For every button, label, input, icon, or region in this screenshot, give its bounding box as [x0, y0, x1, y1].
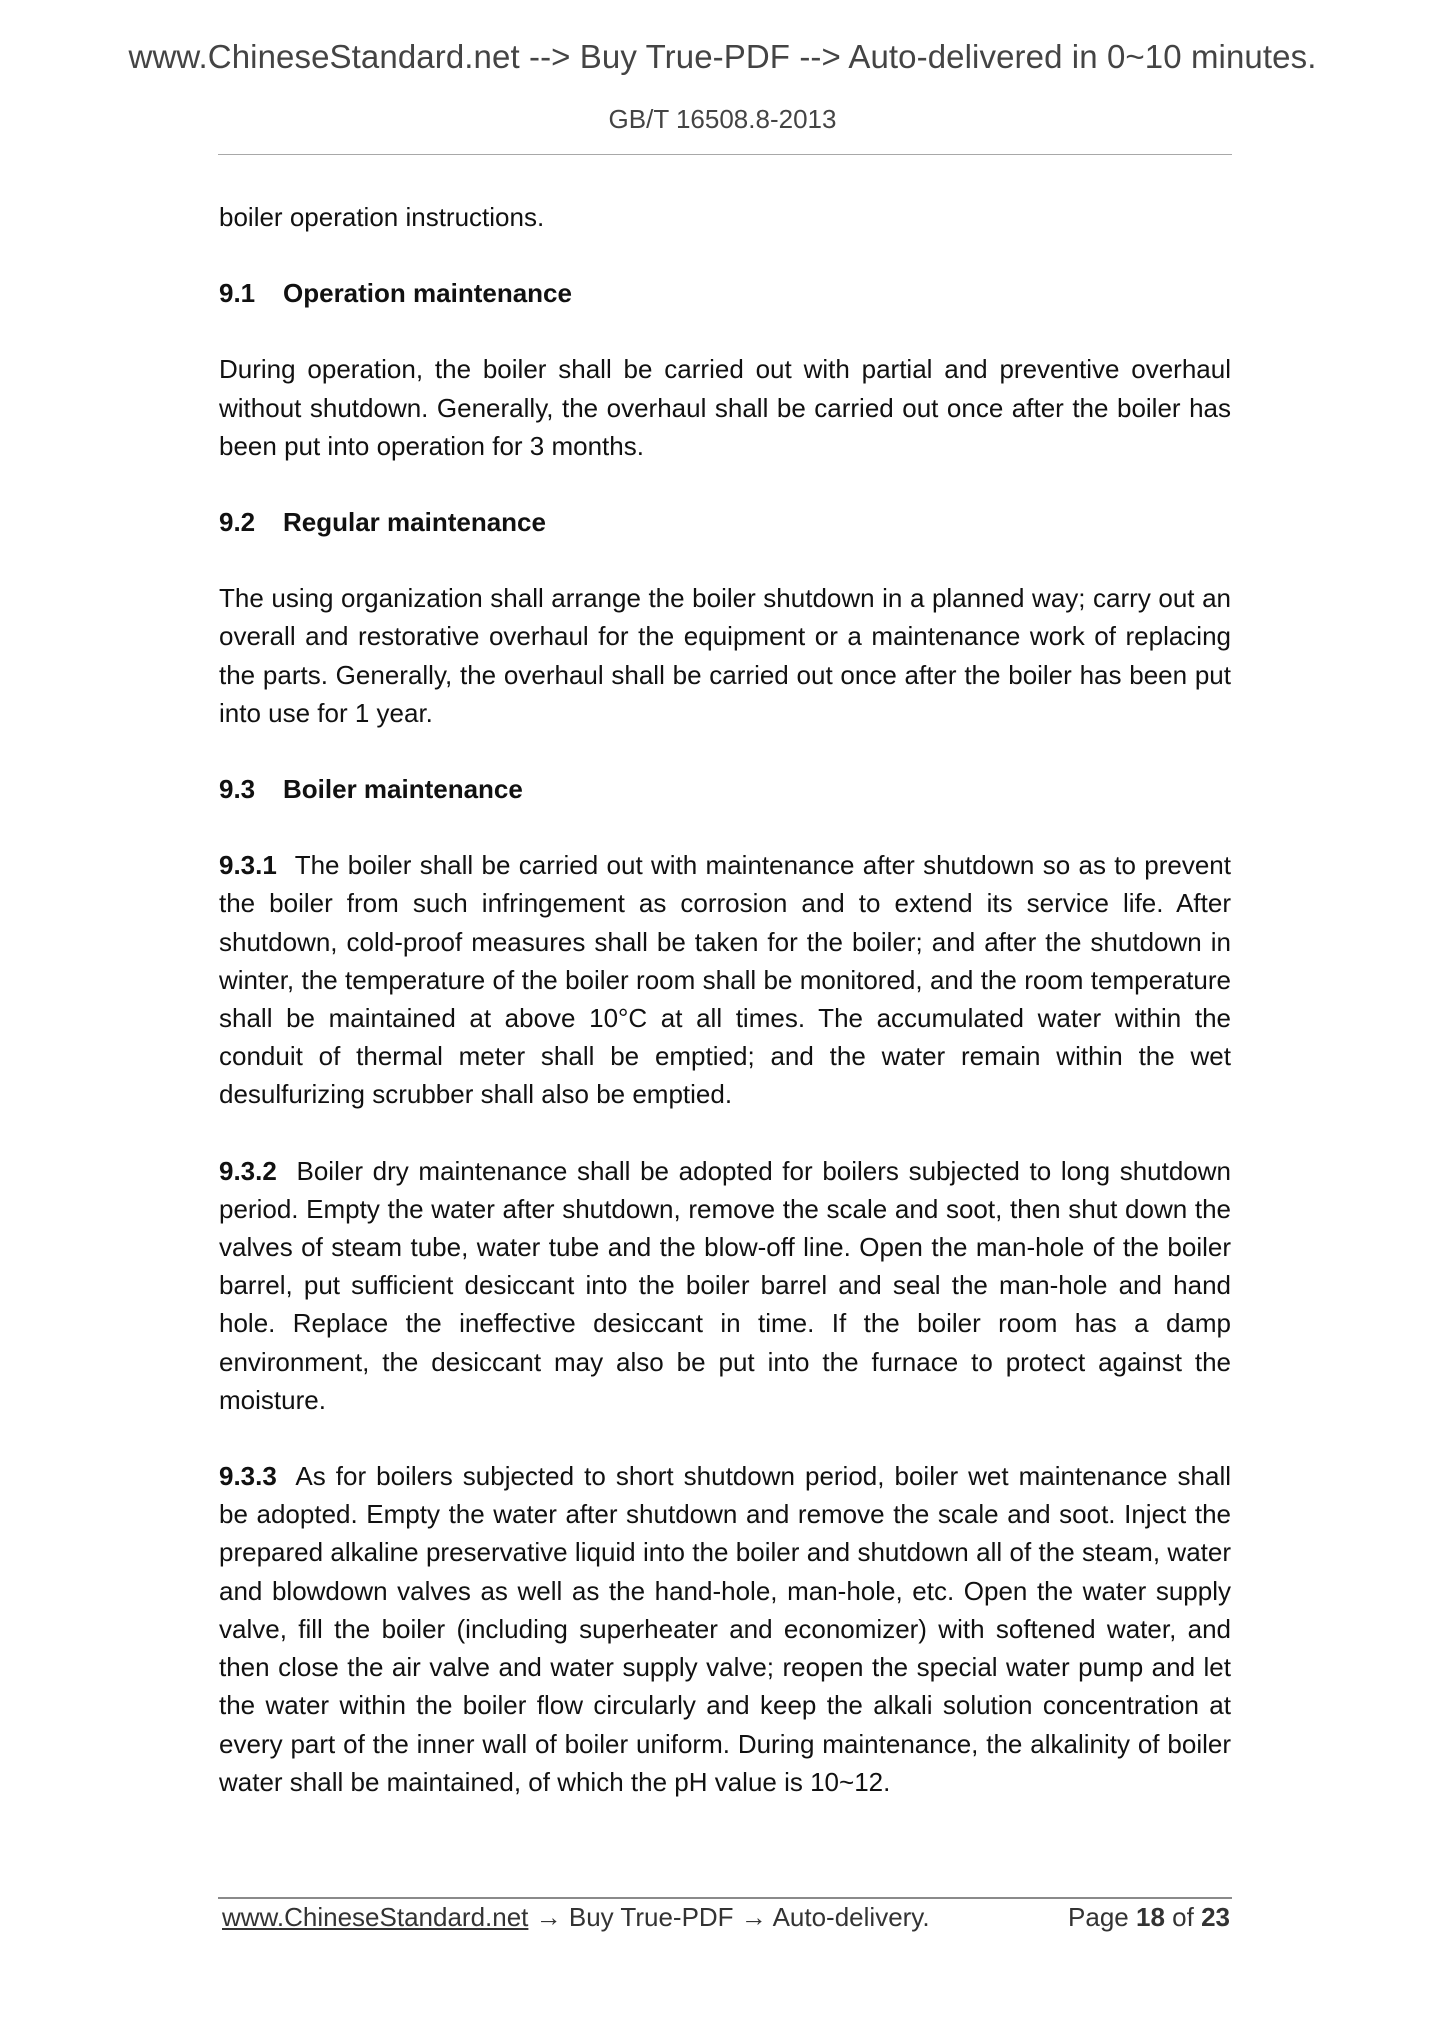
document-code: GB/T 16508.8-2013 — [608, 104, 837, 134]
header-divider — [218, 154, 1232, 155]
page-of-label: of — [1172, 1902, 1194, 1932]
intro-paragraph-tail: boiler operation instructions. — [219, 202, 545, 232]
page-footer — [222, 1902, 1230, 1938]
section-number: 9.2 — [219, 507, 256, 538]
footer-promo — [222, 1902, 930, 1933]
clause-9-3-1-paragraph — [219, 846, 1231, 1113]
section-heading-9-2 — [219, 503, 1231, 541]
section-title: Regular maintenance — [283, 507, 546, 538]
total-page-number: 23 — [1201, 1902, 1230, 1932]
footer-divider — [218, 1897, 1232, 1899]
section-9-2-paragraph: The using organization shall arrange the boiler shutdown in a planned way; carry out an overall and restorative overhaul for the equipment or a maintenance work of replacing the parts. Generally, the overhaul shall be carried out once after the boiler has been put into use for 1 year. — [219, 583, 1231, 728]
section-9-1-paragraph: During operation, the boiler shall be carried out with partial and preventive overhaul without shutdown. Generally, the overhaul shall be carried out once after the boiler has been put into operation for 3 months. — [219, 354, 1231, 461]
clause-9-3-2-paragraph — [219, 1152, 1231, 1419]
section-title: Operation maintenance — [283, 278, 572, 309]
current-page-number: 18 — [1136, 1902, 1165, 1932]
page-content — [219, 198, 1231, 1839]
clause-number: 9.3.2 — [219, 1155, 277, 1186]
clause-number: 9.3.1 — [219, 850, 277, 881]
clause-text: The boiler shall be carried out with maintenance after shutdown so as to prevent the boiler from such infringement as corrosion and to extend its service life. After shutdown, cold-proof measures shall be taken for the boiler; and after the shutdown in winter, the temperature of the boiler room shall be monitored, and the room temperature shall be maintained at above 10°C at all times. The accumulated water within the conduit of thermal meter shall be emptied; and the water remain within the wet desulfurizing scrubber shall also be emptied. — [219, 850, 1231, 1110]
section-heading-9-1 — [219, 274, 1231, 312]
page-label: Page — [1068, 1902, 1129, 1932]
clause-number: 9.3.3 — [219, 1461, 277, 1492]
clause-9-3-3-paragraph — [219, 1457, 1231, 1801]
section-heading-9-3 — [219, 770, 1231, 808]
section-number: 9.3 — [219, 774, 256, 805]
section-number: 9.1 — [219, 278, 256, 309]
top-banner: www.ChineseStandard.net --> Buy True-PDF --> Auto-delivered in 0~10 minutes. — [128, 38, 1317, 75]
section-title: Boiler maintenance — [283, 774, 523, 805]
clause-text: Boiler dry maintenance shall be adopted for boilers subjected to long shutdown period. Empty the water after shutdown, remove the scale and soot, then shut down the valves of steam tube, water tube and the blow-off line. Open the man-hole of the boiler barrel, put sufficient desiccant into the boiler barrel and seal the man-hole and hand hole. Replace the ineffective desiccant in time. If the boiler room has a damp environment, the desiccant may also be put into the furnace to protect against the moisture. — [219, 1155, 1231, 1415]
site-link[interactable]: www.ChineseStandard.net — [222, 1902, 529, 1932]
footer-promo-text: → Buy True-PDF → Auto-delivery. — [528, 1902, 930, 1932]
clause-text: As for boilers subjected to short shutdown period, boiler wet maintenance shall be adopted. Empty the water after shutdown and remove the scale and soot. Inject the prepared alkaline preservative liquid into the boiler and shutdown all of the steam, water and blowdown valves as well as the hand-hole, man-hole, etc. Open the water supply valve, fill the boiler (including superheater and economizer) with softened water, and then close the air valve and water supply valve; reopen the special water pump and let the water within the boiler flow circularly and keep the alkali solution concentration at every part of the inner wall of boiler uniform. During maintenance, the alkalinity of boiler water shall be maintained, of which the pH value is 10~12. — [219, 1461, 1231, 1797]
page-indicator — [1068, 1902, 1230, 1933]
